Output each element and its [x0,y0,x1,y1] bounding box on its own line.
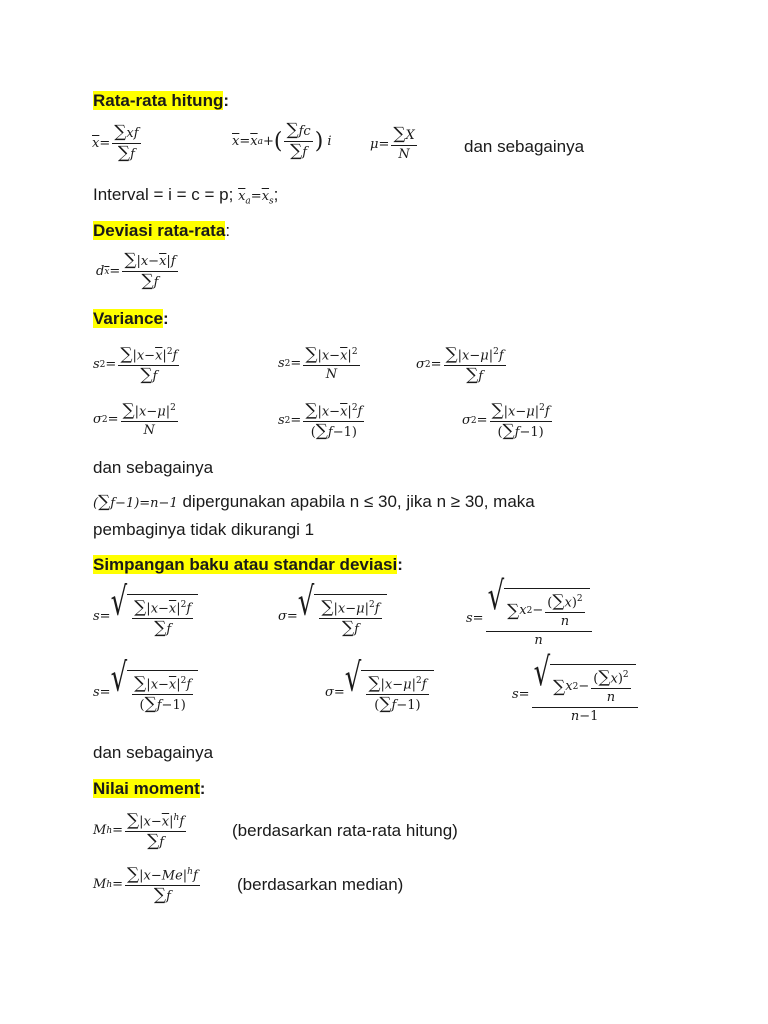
formula-moment-median: M h = $\frac{\sum|x-Me|^hf}{\sum f}$ [93,864,198,906]
heading-rata-rata-hitung: Rata-rata hitung: [93,91,230,110]
text-dan-sebagainya-2: dan sebagainya [93,458,214,477]
formula-mu: μ = $\frac{\sum X}{N}$ [370,124,415,162]
formula-variance-2: s 2 = $\frac{\sum|x-\overline{x}|^2}{N}$ [278,344,358,383]
formula-mean-coded: $\overline{x}$ = $\overline{x}$ a + ( $\frac{\sum fc}{\sum f}$ ) i [232,120,332,161]
text-berdasarkan-rata-rata: (berdasarkan rata-rata hitung) [232,821,458,840]
interval-line: Interval = i = c = p; $\overline{x}_a=\overline{x}_s$; [93,185,279,207]
formula-sd-6: s = √ ∑ x 2 − $\frac{(\sum x)^2}{n}$ n−1 [512,664,640,725]
formula-sd-1: s = √ $\frac{\sum|x-\overline{x}|^2f}{\sum f}$ [93,594,198,638]
formula-sd-5: σ = √ $\frac{\sum|x-\mu|^2f}{(\sum f-1)}$ [325,670,434,714]
heading-variance: Variance: [93,309,169,328]
formula-variance-4: σ 2 = $\frac{\sum|x-\mu|^2}{N}$ [93,400,176,439]
text-dan-sebagainya-3: dan sebagainya [93,743,214,762]
formula-sd-2: σ = √ $\frac{\sum|x-\mu|^2f}{\sum f}$ [278,594,387,638]
formula-moment-mean: M h = $\frac{\sum|x-\overline{x}|^hf}{\sum f}$ [93,810,185,852]
note-line-2: pembaginya tidak dikurangi 1 [93,520,315,539]
text-berdasarkan-median: (berdasarkan median) [237,875,404,894]
formula-sd-3: s = √ ∑ x 2 − $\frac{(\sum x)^2}{n}$ n [466,588,594,649]
text-dan-sebagainya-1: dan sebagainya [464,137,585,156]
formula-variance-5: s 2 = $\frac{\sum|x-\overline{x}|^2f}{(\sum f-1)}$ [278,400,363,442]
formula-variance-3: σ 2 = $\frac{\sum|x-\mu|^2f}{\sum f}$ [416,344,504,386]
heading-simpangan-baku: Simpangan baku atau standar deviasi: [93,555,403,574]
formula-mean-basic: $\overline{x}$ = $\frac{\sum xf}{\sum f}$ [92,122,139,163]
formula-mean-deviation: d $\overline{x}$ = $\frac{\sum|x-\overline{x}|f}{\sum f}$ [96,250,176,291]
formula-variance-1: s 2 = $\frac{\sum|x-\overline{x}|^2f}{\sum f}$ [93,344,178,386]
note-line-1: (∑f−1)=n−1 dipergunakan apabila n ≤ 30, jika n ≥ 30, maka [93,492,535,512]
heading-deviasi-rata-rata: Deviasi rata-rata: [93,221,231,240]
formula-variance-6: σ 2 = $\frac{\sum|x-\mu|^2f}{(\sum f-1)}$ [462,400,550,442]
heading-nilai-moment: Nilai moment: [93,779,206,798]
formula-sd-4: s = √ $\frac{\sum|x-\overline{x}|^2f}{(\sum f-1)}$ [93,670,198,714]
